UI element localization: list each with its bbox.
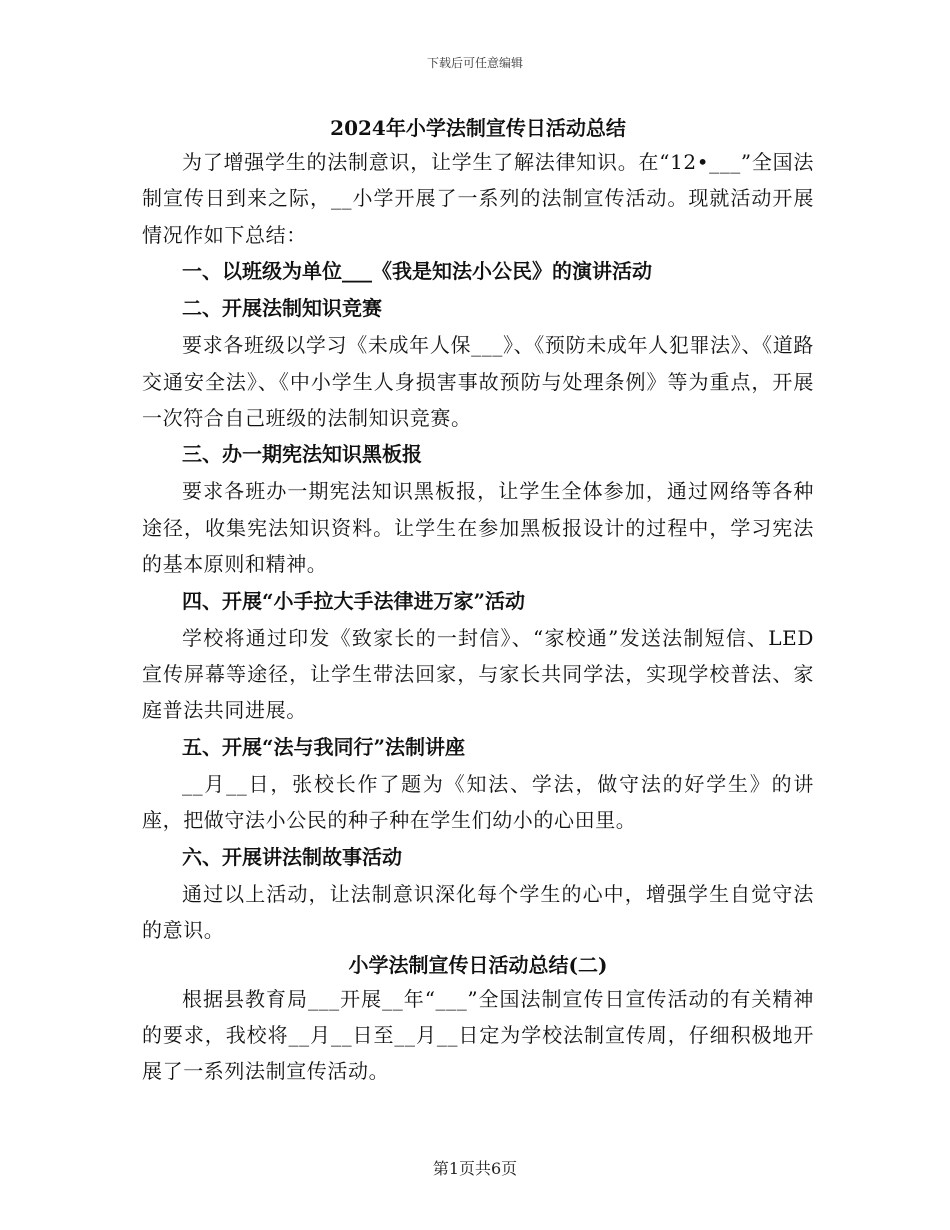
section-heading-2: 二、开展法制知识竞赛 <box>182 296 382 321</box>
document-body <box>142 112 814 1090</box>
section-heading-5: 五、开展“法与我同行”法制讲座 <box>182 734 466 759</box>
page-number: 第1页共6页 <box>432 1159 518 1178</box>
section-paragraph-3: 要求各班办一期宪法知识黑板报，让学生全体参加，通过网络等各种途径，收集宪法知识资料。让学生在参加黑板报设计的过程中，学习宪法的基本原则和精神。 <box>142 479 814 577</box>
section-heading-4: 四、开展“小手拉大手法律进万家”活动 <box>182 588 526 613</box>
section-paragraph-5: __月__日，张校长作了题为《知法、学法，做守法的好学生》的讲座，把做守法小公民的种子种在学生们幼小的心田里。 <box>142 771 814 833</box>
document-title: 2024年小学法制宣传日活动总结 <box>330 116 626 140</box>
second-paragraph: 根据县教育局___开展__年“___”全国法制宣传日宣传活动的有关精神的要求，我校将__月__日至__月__日定为学校法制宣传周，仔细积极地开展了一系列法制宣传活动。 <box>142 986 814 1084</box>
second-title: 小学法制宣传日活动总结(二) <box>348 952 608 977</box>
section-heading-3: 三、办一期宪法知识黑板报 <box>182 442 422 467</box>
page-header-note: 下载后可任意编辑 <box>426 56 523 70</box>
intro-paragraph: 为了增强学生的法制意识，让学生了解法律知识。在“12•___”全国法制宣传日到来之际，__小学开展了一系列的法制宣传活动。现就活动开展情况作如下总结： <box>142 150 814 247</box>
section-heading-6: 六、开展讲法制故事活动 <box>182 844 402 869</box>
section-heading-1: 一、以班级为单位___《我是知法小公民》的演讲活动 <box>182 259 652 284</box>
section-paragraph-6: 通过以上活动，让法制意识深化每个学生的心中，增强学生自觉守法的意识。 <box>142 881 814 943</box>
section-paragraph-4: 学校将通过印发《致家长的一封信》、“家校通”发送法制短信、LED宣传屏幕等途径，让学生带法回家，与家长共同学法，实现学校普法、家庭普法共同进展。 <box>142 625 814 723</box>
section-paragraph-2: 要求各班级以学习《未成年人保___》、《预防未成年人犯罪法》、《道路交通安全法》、《中小学生人身损害事故预防与处理条例》等为重点，开展一次符合自己班级的法制知识竞赛。 <box>142 333 814 431</box>
